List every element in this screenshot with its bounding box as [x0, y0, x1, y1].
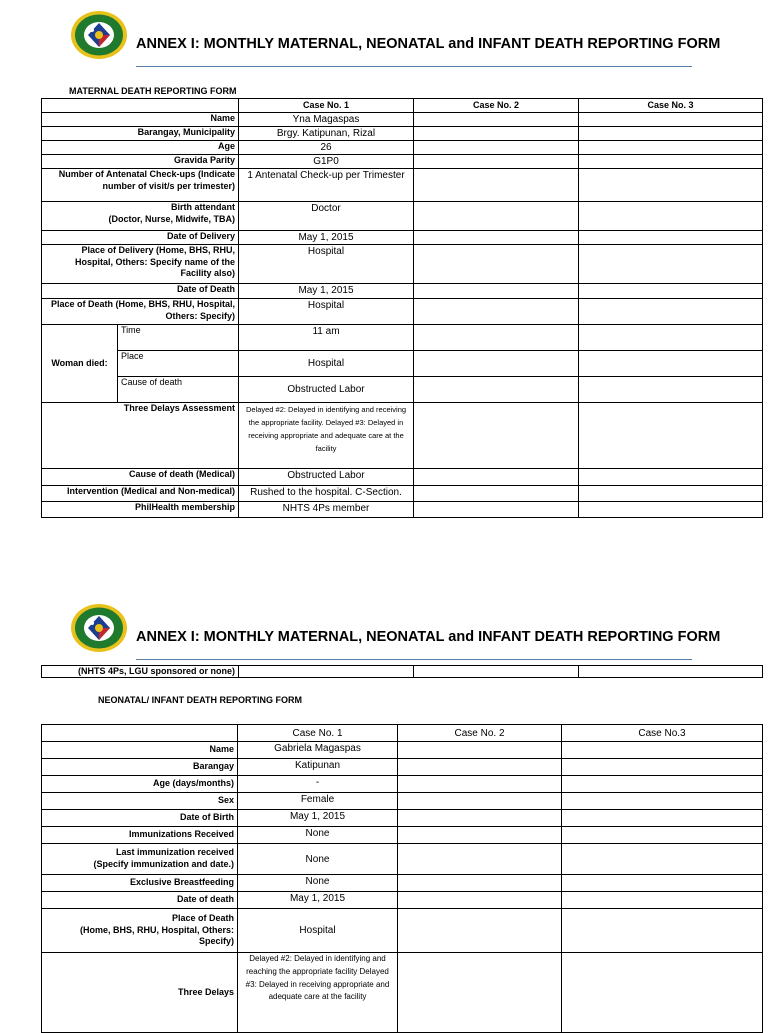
row-label: Three Delays	[42, 953, 238, 1033]
case-1-value: 26	[239, 141, 414, 155]
row-label-line: Birth attendant	[171, 202, 235, 212]
case-1-value: Delayed #2: Delayed in identifying and reaching the appropriate facility Delayed #3: Delayed in receiving appropriate and adequate care at the facility	[238, 953, 398, 1033]
case-1-value: Hospital	[239, 351, 414, 377]
table-row	[42, 231, 763, 245]
case-1-value: May 1, 2015	[238, 892, 398, 909]
case-1-value: Yna Magaspas	[239, 113, 414, 127]
table-row	[42, 759, 763, 776]
case-2-value	[398, 776, 562, 793]
table-row	[42, 245, 763, 284]
row-label: Date of Birth	[42, 810, 238, 827]
table-row	[42, 284, 763, 299]
case-1-value: 1 Antenatal Check-up per Trimester	[239, 169, 414, 202]
case-2-value	[414, 325, 579, 351]
case-2-value	[398, 793, 562, 810]
table-row	[42, 127, 763, 141]
maternal-death-table	[41, 98, 763, 518]
case-3-value	[562, 742, 763, 759]
table-row	[42, 486, 763, 502]
table-row	[42, 202, 763, 231]
row-label: Date of Death	[42, 284, 239, 299]
table-header-row	[42, 725, 763, 742]
row-label: Three Delays Assessment	[42, 403, 239, 469]
case-1-header: Case No. 1	[238, 725, 398, 742]
table-row	[42, 844, 763, 875]
row-label: Cause of death (Medical)	[42, 469, 239, 486]
case-2-value	[398, 742, 562, 759]
row-label-line: Last immunization received	[115, 847, 234, 858]
row-label: Number of Antenatal Check-ups (Indicate number of visit/s per trimester)	[42, 169, 239, 202]
case-2-value	[414, 469, 579, 486]
row-label	[42, 844, 238, 875]
case-3-value	[562, 909, 763, 953]
table-header-row	[42, 99, 763, 113]
row-label: Name	[42, 113, 239, 127]
table-row	[42, 909, 763, 953]
table-row	[42, 827, 763, 844]
case-2-value	[414, 351, 579, 377]
row-label: Age (days/months)	[42, 776, 238, 793]
table-row	[42, 810, 763, 827]
case-3-value	[579, 351, 763, 377]
table-row	[42, 377, 763, 403]
case-1-value: None	[238, 844, 398, 875]
case-1-value: NHTS 4Ps member	[239, 502, 414, 518]
case-3-header: Case No. 3	[579, 99, 763, 113]
case-3-value	[579, 141, 763, 155]
case-3-value	[562, 793, 763, 810]
header-rule	[136, 659, 692, 660]
case-3-value	[562, 875, 763, 892]
case-3-value	[579, 666, 763, 678]
case-3-value	[579, 377, 763, 403]
case-2-value	[414, 666, 579, 678]
case-1-value: Hospital	[238, 909, 398, 953]
case-1-header: Case No. 1	[239, 99, 414, 113]
case-2-value	[398, 810, 562, 827]
case-1-value: Obstructed Labor	[239, 377, 414, 403]
doh-seal-logo	[70, 10, 128, 60]
table-row	[42, 403, 763, 469]
case-2-value	[414, 231, 579, 245]
case-2-value	[398, 759, 562, 776]
woman-died-label: Woman died:	[42, 325, 118, 403]
case-1-value: Gabriela Magaspas	[238, 742, 398, 759]
case-2-value	[414, 141, 579, 155]
row-label: Age	[42, 141, 239, 155]
table-row	[42, 502, 763, 518]
row-sublabel: Cause of death	[118, 377, 239, 403]
case-1-value: May 1, 2015	[239, 231, 414, 245]
case-1-value: None	[238, 875, 398, 892]
row-sublabel: Place	[118, 351, 239, 377]
row-label	[42, 202, 239, 231]
row-label: Barangay	[42, 759, 238, 776]
case-1-value: G1P0	[239, 155, 414, 169]
row-label: Sex	[42, 793, 238, 810]
case-3-value	[579, 231, 763, 245]
maternal-subtitle: MATERNAL DEATH REPORTING FORM	[69, 86, 237, 96]
header-rule	[136, 66, 692, 67]
case-2-value	[414, 127, 579, 141]
table-row	[42, 666, 763, 678]
case-2-value	[414, 113, 579, 127]
table-row	[42, 892, 763, 909]
table-row	[42, 776, 763, 793]
table-row	[42, 325, 763, 351]
case-2-value	[398, 827, 562, 844]
row-label: PhilHealth membership	[42, 502, 239, 518]
case-2-value	[414, 403, 579, 469]
case-2-value	[414, 502, 579, 518]
row-label: Place of Delivery (Home, BHS, RHU, Hospital, Others: Specify name of the Facility also)	[42, 245, 239, 284]
case-3-value	[579, 299, 763, 325]
case-2-value	[398, 844, 562, 875]
case-1-value: May 1, 2015	[239, 284, 414, 299]
row-label: Date of death	[42, 892, 238, 909]
row-label: Barangay, Municipality	[42, 127, 239, 141]
case-3-value	[579, 325, 763, 351]
case-2-value	[414, 299, 579, 325]
case-2-value	[398, 892, 562, 909]
case-1-value: Female	[238, 793, 398, 810]
table-row	[42, 169, 763, 202]
case-2-value	[414, 202, 579, 231]
case-1-value: None	[238, 827, 398, 844]
row-label-line: (Doctor, Nurse, Midwife, TBA)	[108, 213, 235, 224]
row-label: (NHTS 4Ps, LGU sponsored or none)	[42, 666, 239, 678]
case-2-header: Case No. 2	[398, 725, 562, 742]
neonatal-subtitle: NEONATAL/ INFANT DEATH REPORTING FORM	[98, 695, 302, 705]
case-3-value	[579, 469, 763, 486]
case-1-value	[239, 666, 414, 678]
case-3-value	[579, 502, 763, 518]
philhealth-continued-table	[41, 665, 763, 678]
case-1-value: Rushed to the hospital. C-Section.	[239, 486, 414, 502]
case-1-value: Brgy. Katipunan, Rizal	[239, 127, 414, 141]
table-row	[42, 299, 763, 325]
case-2-header: Case No. 2	[414, 99, 579, 113]
row-label	[42, 909, 238, 953]
row-label: Date of Delivery	[42, 231, 239, 245]
row-label: Intervention (Medical and Non-medical)	[42, 486, 239, 502]
row-label-line: (Home, BHS, RHU, Hospital, Others: Specify)	[79, 924, 234, 947]
case-2-value	[414, 245, 579, 284]
case-2-value	[414, 284, 579, 299]
table-row	[42, 141, 763, 155]
case-2-value	[414, 486, 579, 502]
case-2-value	[398, 909, 562, 953]
row-label-line: (Specify immunization and date.)	[93, 859, 234, 869]
table-row	[42, 351, 763, 377]
row-sublabel: Time	[118, 325, 239, 351]
table-row	[42, 742, 763, 759]
page-title: ANNEX I: MONTHLY MATERNAL, NEONATAL and INFANT DEATH REPORTING FORM	[136, 629, 721, 645]
case-1-value: Katipunan	[238, 759, 398, 776]
case-1-value: 11 am	[239, 325, 414, 351]
case-2-value	[398, 875, 562, 892]
doh-seal-logo	[70, 603, 128, 653]
case-3-value	[562, 953, 763, 1033]
case-3-value	[579, 127, 763, 141]
neonatal-death-table	[41, 724, 763, 1033]
case-3-value	[579, 202, 763, 231]
table-row	[42, 953, 763, 1033]
row-label: Exclusive Breastfeeding	[42, 875, 238, 892]
case-2-value	[414, 155, 579, 169]
case-3-value	[579, 155, 763, 169]
case-1-value: Obstructed Labor	[239, 469, 414, 486]
case-3-value	[579, 284, 763, 299]
table-row	[42, 469, 763, 486]
table-row	[42, 793, 763, 810]
table-row	[42, 155, 763, 169]
case-2-value	[398, 953, 562, 1033]
case-3-value	[562, 759, 763, 776]
case-3-value	[562, 810, 763, 827]
case-3-value	[579, 113, 763, 127]
case-3-value	[562, 827, 763, 844]
case-2-value	[414, 169, 579, 202]
case-3-value	[579, 486, 763, 502]
case-3-value	[579, 169, 763, 202]
table-row	[42, 113, 763, 127]
row-label: Name	[42, 742, 238, 759]
row-label: Immunizations Received	[42, 827, 238, 844]
case-3-value	[579, 245, 763, 284]
case-3-value	[579, 403, 763, 469]
case-1-value: Doctor	[239, 202, 414, 231]
row-label: Gravida Parity	[42, 155, 239, 169]
case-1-value: Hospital	[239, 299, 414, 325]
case-3-value	[562, 844, 763, 875]
row-label-line: Place of Death	[171, 912, 234, 923]
case-1-value: Hospital	[239, 245, 414, 284]
page-title: ANNEX I: MONTHLY MATERNAL, NEONATAL and INFANT DEATH REPORTING FORM	[136, 36, 721, 52]
case-1-value: May 1, 2015	[238, 810, 398, 827]
table-row	[42, 875, 763, 892]
case-3-value	[562, 776, 763, 793]
case-1-value: -	[238, 776, 398, 793]
case-1-value: Delayed #2: Delayed in identifying and receiving the appropriate facility. Delayed #3: Delayed in receiving appropriate and adequate care at the facility	[239, 403, 414, 469]
case-3-header: Case No.3	[562, 725, 763, 742]
row-label: Place of Death (Home, BHS, RHU, Hospital, Others: Specify)	[42, 299, 239, 325]
case-3-value	[562, 892, 763, 909]
case-2-value	[414, 377, 579, 403]
